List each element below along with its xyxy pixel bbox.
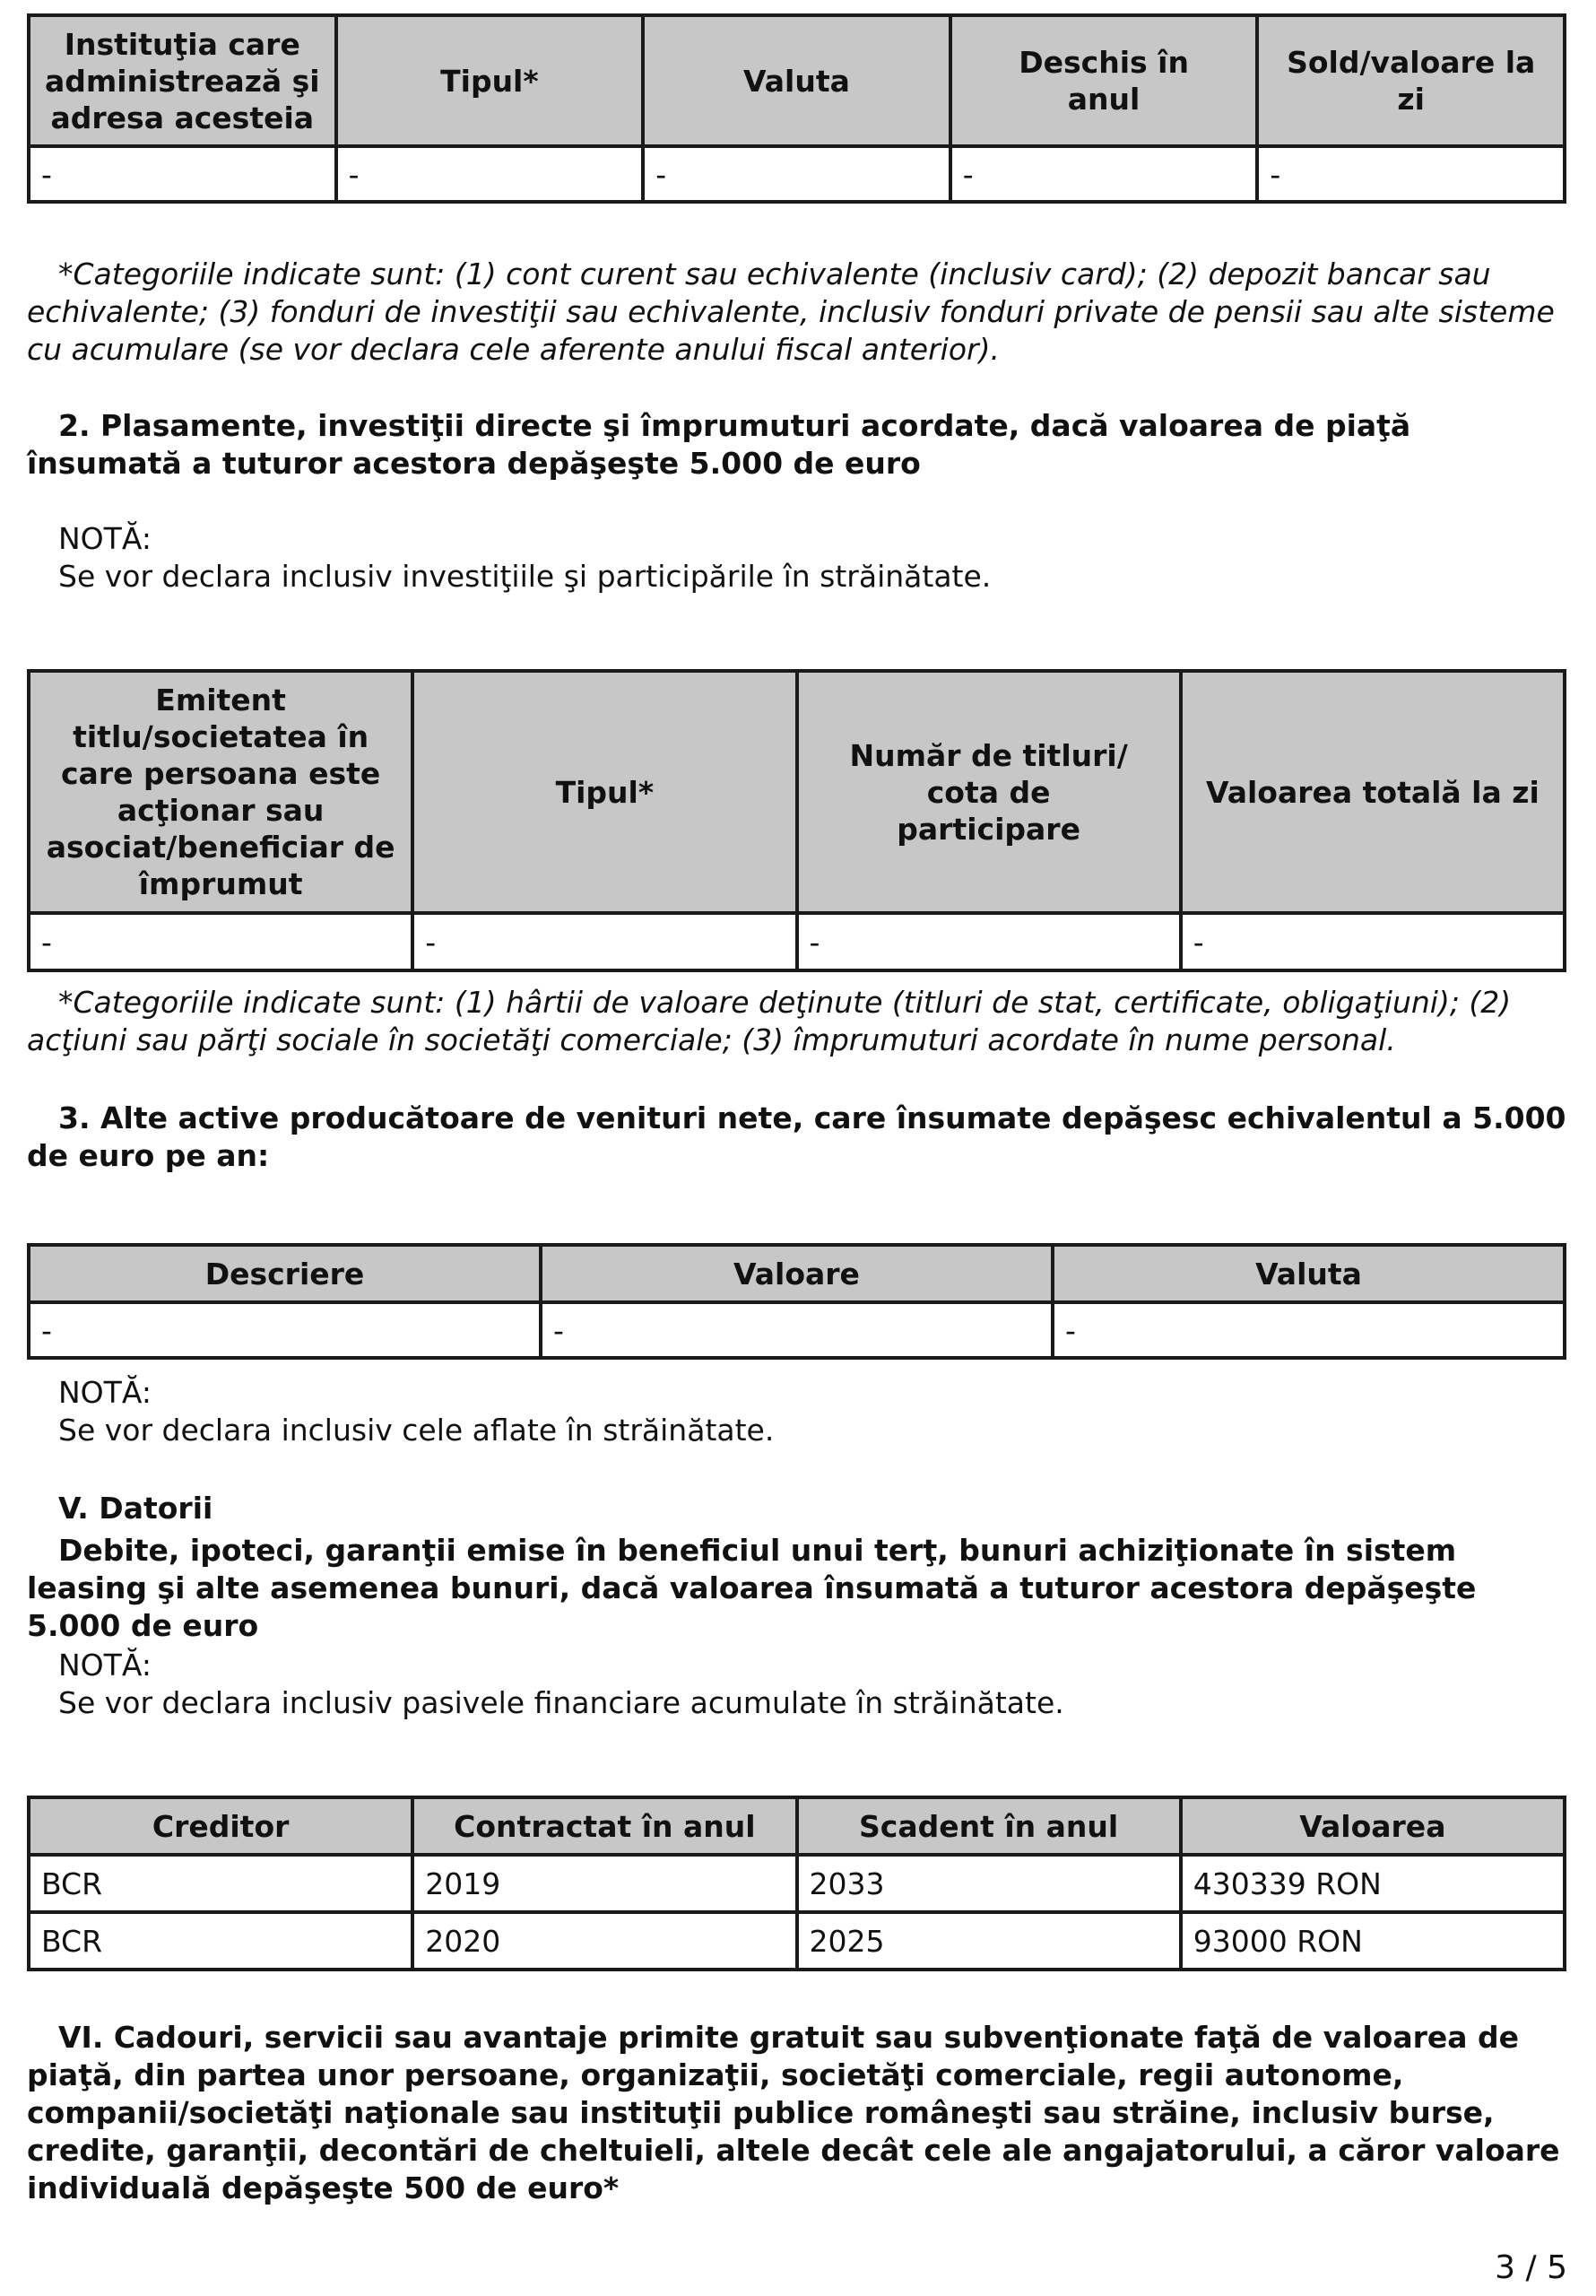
header-cell: Deschis în anul (950, 15, 1258, 146)
section-title-text: 2. Plasamente, investiţii directe şi împrumuturi acordate, dacă valoarea de piaţă însumată a tuturor acestora depăşeşte 5.000 de euro (27, 408, 1411, 481)
note-text: Se vor declara inclusiv pasivele financiare acumulate în străinătate. (58, 1685, 1064, 1720)
other-assets-table (27, 1243, 1566, 1360)
table-cell: - (1181, 913, 1565, 970)
header-cell: Creditor (29, 1797, 412, 1855)
table-row (29, 1912, 1565, 1970)
table-cell: 2033 (797, 1855, 1181, 1912)
header-cell: Sold/valoare la zi (1257, 15, 1565, 146)
header-cell: Valuta (643, 15, 950, 146)
section-5-heading (27, 1490, 1596, 1527)
table-cell: - (29, 146, 336, 202)
table-header-row (29, 1245, 1565, 1302)
section-3-note (27, 1374, 1596, 1449)
header-cell: Tipul* (412, 671, 796, 913)
table-cell: - (797, 913, 1181, 970)
table-cell: - (1053, 1302, 1565, 1358)
debts-table (27, 1796, 1566, 1971)
table-row (29, 1855, 1565, 1912)
table-header-row (29, 1797, 1565, 1855)
header-cell: Valoarea totală la zi (1181, 671, 1565, 913)
note-label: NOTĂ: (58, 1375, 152, 1410)
header-cell: Descriere (29, 1245, 541, 1302)
header-cell: Emitent titlu/societatea în care persoana este acţionar sau asociat/beneficiar de împrumut (29, 671, 412, 913)
table-cell: BCR (29, 1912, 412, 1970)
table-cell: - (541, 1302, 1053, 1358)
section-5-note (27, 1647, 1596, 1722)
table-cell: - (336, 146, 644, 202)
accounts-categories-note (27, 256, 1569, 369)
section-3-title (27, 1100, 1569, 1175)
investments-table (27, 669, 1566, 972)
table-header-row (29, 15, 1565, 146)
header-cell: Valoare (541, 1245, 1053, 1302)
table-cell: 2025 (797, 1912, 1181, 1970)
table-cell: - (950, 146, 1258, 202)
table-cell: 430339 RON (1181, 1855, 1565, 1912)
table-cell: 2019 (412, 1855, 796, 1912)
header-cell: Valoarea (1181, 1797, 1565, 1855)
accounts-table (27, 13, 1566, 204)
header-cell: Scadent în anul (797, 1797, 1181, 1855)
table-row (29, 913, 1565, 970)
table-cell: 93000 RON (1181, 1912, 1565, 1970)
section-2-title (27, 407, 1569, 483)
table-header-row (29, 671, 1565, 913)
table-cell: BCR (29, 1855, 412, 1912)
note-label: NOTĂ: (58, 1648, 152, 1683)
header-cell: Tipul* (336, 15, 644, 146)
table-cell: - (29, 913, 412, 970)
table-cell: - (412, 913, 796, 970)
table-row (29, 1302, 1565, 1358)
note-text: *Categoriile indicate sunt: (1) cont curent sau echivalente (inclusiv card); (2) depozit bancar sau echivalente; (3) fonduri de investiţii sau echivalente, inclusiv fonduri private de pensii sau alte sisteme cu acumulare (se vor declara cele aferente anului fiscal anterior). (27, 257, 1555, 367)
note-text: *Categoriile indicate sunt: (1) hârtii de valoare deţinute (titluri de stat, certificate, obligaţiuni); (2) acţiuni sau părţi sociale în societăţi comerciale; (3) împrumuturi acordate în nume personal. (27, 985, 1512, 1057)
note-text: Se vor declara inclusiv cele aflate în străinătate. (58, 1413, 775, 1448)
note-text: Se vor declara inclusiv investiţiile şi participările în străinătate. (58, 559, 992, 594)
section-2-note (27, 520, 1596, 596)
section-title-text: Debite, ipoteci, garanţii emise în beneficiul unui terţ, bunuri achiziţionate în sistem leasing şi alte asemenea bunuri, dacă valoarea însumată a tuturor acestora depăşeşte 5.000 de euro (27, 1533, 1477, 1643)
header-cell: Valuta (1053, 1245, 1565, 1302)
section-6-title (27, 2019, 1569, 2207)
header-cell: Contractat în anul (412, 1797, 796, 1855)
section-5-title (27, 1532, 1569, 1645)
table-cell: - (1257, 146, 1565, 202)
section-title-text: 3. Alte active producătoare de venituri nete, care însumate depăşesc echivalentul a 5.000 de euro pe an: (27, 1100, 1566, 1173)
table-row (29, 146, 1565, 202)
header-cell: Număr de titluri/ cota de participare (797, 671, 1181, 913)
header-cell: Instituţia care administrează şi adresa acesteia (29, 15, 336, 146)
note-label: NOTĂ: (58, 521, 152, 556)
section-heading-text: V. Datorii (58, 1491, 213, 1526)
table-cell: 2020 (412, 1912, 796, 1970)
table-cell: - (29, 1302, 541, 1358)
section-title-text: VI. Cadouri, servicii sau avantaje primite gratuit sau subvenţionate faţă de valoarea de piaţă, din partea unor persoane, organizaţii, societăţi comerciale, regii autonome, companii/societăţi naţionale sau instituţii publice româneşti sau străine, inclusiv burse, credite, garanţii, decontări de cheltuieli, altele decât cele ale angajatorului, a căror valoare individuală depăşeşte 500 de euro* (27, 2020, 1560, 2205)
page-number: 3 / 5 (1495, 2249, 1567, 2286)
investments-categories-note (27, 984, 1569, 1059)
table-cell: - (643, 146, 950, 202)
